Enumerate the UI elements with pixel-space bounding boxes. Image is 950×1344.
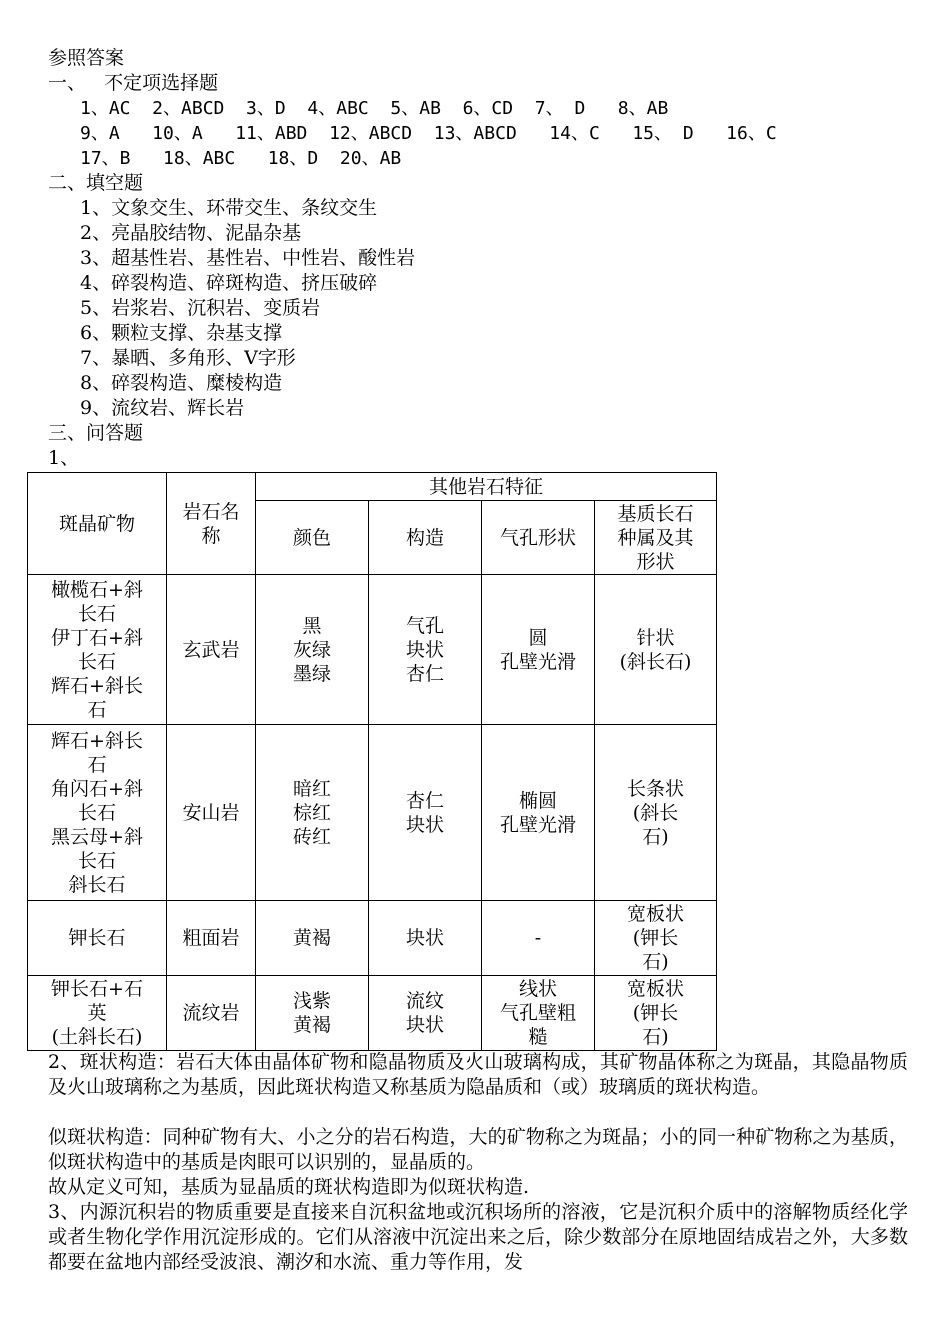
section-3-heading: 三、问答题 [48,422,144,444]
cell-vesicle: - [482,901,595,976]
cell-matrix: 长条状 (斜长 石) [595,725,717,901]
fill-answer-item: 9、流纹岩、辉长岩 [80,397,245,419]
header-rock-name: 岩石名 称 [167,473,256,575]
answer-q3: 3、内源沉积岩的物质重要是直接来自沉积盆地或沉积场所的溶液，它是沉积介质中的溶解物质经化学或者生物化学作用沉淀形成的。它们从溶液中沉淀出来之后，除少数部分在原地固结成岩之外，大多数都要在盆地内部经受波浪、潮汐和水流、重力等作用，发 [48,1201,908,1273]
page-title: 参照答案 [48,47,125,69]
fill-answer-item: 2、亮晶胶结物、泥晶杂基 [80,222,302,244]
header-matrix-feldspar: 基质长石 种属及其 形状 [595,501,717,575]
choice-answers-row: 9、A 10、A 11、ABD 12、ABCD 13、ABCD 14、C 15、 D 16、C [80,123,777,144]
fill-answer-item: 7、暴晒、多角形、V字形 [80,347,296,369]
cell-matrix: 宽板状 (钾长 石) [595,976,717,1051]
header-color: 颜色 [256,501,369,575]
cell-vesicle: 圆 孔壁光滑 [482,575,595,725]
cell-rock-name: 安山岩 [167,725,256,901]
answer-q2-porphyroid: 似斑状构造：同种矿物有大、小之分的岩石构造，大的矿物称之为斑晶；小的同一种矿物称之为基质，似斑状构造中的基质是肉眼可以识别的，显晶质的。 [48,1126,908,1173]
cell-structure: 块状 [369,901,482,976]
answer-page [48,46,908,471]
cell-minerals: 辉石+斜长 石 角闪石+斜 长石 黑云母+斜 长石 斜长石 [28,725,167,901]
cell-minerals: 橄榄石+斜 长石 伊丁石+斜 长石 辉石+斜长 石 [28,575,167,725]
cell-color: 浅紫 黄褐 [256,976,369,1051]
cell-minerals: 钾长石+石 英 (土斜长石) [28,976,167,1051]
table-row [28,575,717,725]
fill-answer-item: 8、碎裂构造、糜棱构造 [80,372,283,394]
cell-matrix: 针状 (斜长石) [595,575,717,725]
choice-answers-row: 1、AC 2、ABCD 3、D 4、ABC 5、AB 6、CD 7、 D 8、AB [80,98,669,119]
cell-color: 暗红 棕红 砖红 [256,725,369,901]
answer-q2-porphyritic: 2、斑状构造：岩石大体由晶体矿物和隐晶物质及火山玻璃构成，其矿物晶体称之为斑晶，其隐晶物质及火山玻璃称之为基质，因此斑状构造又称基质为隐晶质和（或）玻璃质的斑状构造。 [48,1051,908,1098]
cell-rock-name: 粗面岩 [167,901,256,976]
cell-structure: 流纹 块状 [369,976,482,1051]
fill-answer-item: 5、岩浆岩、沉积岩、变质岩 [80,297,321,319]
section-1-heading: 一、 不定项选择题 [48,72,219,94]
header-vesicle-shape: 气孔形状 [482,501,595,575]
cell-rock-name: 流纹岩 [167,976,256,1051]
cell-vesicle: 椭圆 孔壁光滑 [482,725,595,901]
header-other-features: 其他岩石特征 [256,473,717,501]
choice-answers-row: 17、B 18、ABC 18、D 20、AB [80,148,402,169]
fill-answer-item: 6、颗粒支撑、杂基支撑 [80,322,283,344]
cell-minerals: 钾长石 [28,901,167,976]
cell-structure: 气孔 块状 杏仁 [369,575,482,725]
cell-matrix: 宽板状 (钾长 石) [595,901,717,976]
table-row [28,976,717,1051]
rock-feature-table [27,472,717,1051]
fill-answer-item: 3、超基性岩、基性岩、中性岩、酸性岩 [80,247,416,269]
header-phenocryst: 斑晶矿物 [28,473,167,575]
answer-q2-conclusion: 故从定义可知，基质为显晶质的斑状构造即为似斑状构造. [48,1176,530,1198]
header-structure: 构造 [369,501,482,575]
fill-answer-item: 4、碎裂构造、碎斑构造、挤压破碎 [80,272,378,294]
cell-color: 黑 灰绿 墨绿 [256,575,369,725]
table-row [28,901,717,976]
cell-rock-name: 玄武岩 [167,575,256,725]
section-2-heading: 二、填空题 [48,172,144,194]
fill-answer-item: 1、文象交生、环带交生、条纹交生 [80,197,378,219]
cell-color: 黄褐 [256,901,369,976]
cell-structure: 杏仁 块状 [369,725,482,901]
question-1-label: 1、 [48,447,80,469]
table-row [28,725,717,901]
cell-vesicle: 线状 气孔壁粗 糙 [482,976,595,1051]
